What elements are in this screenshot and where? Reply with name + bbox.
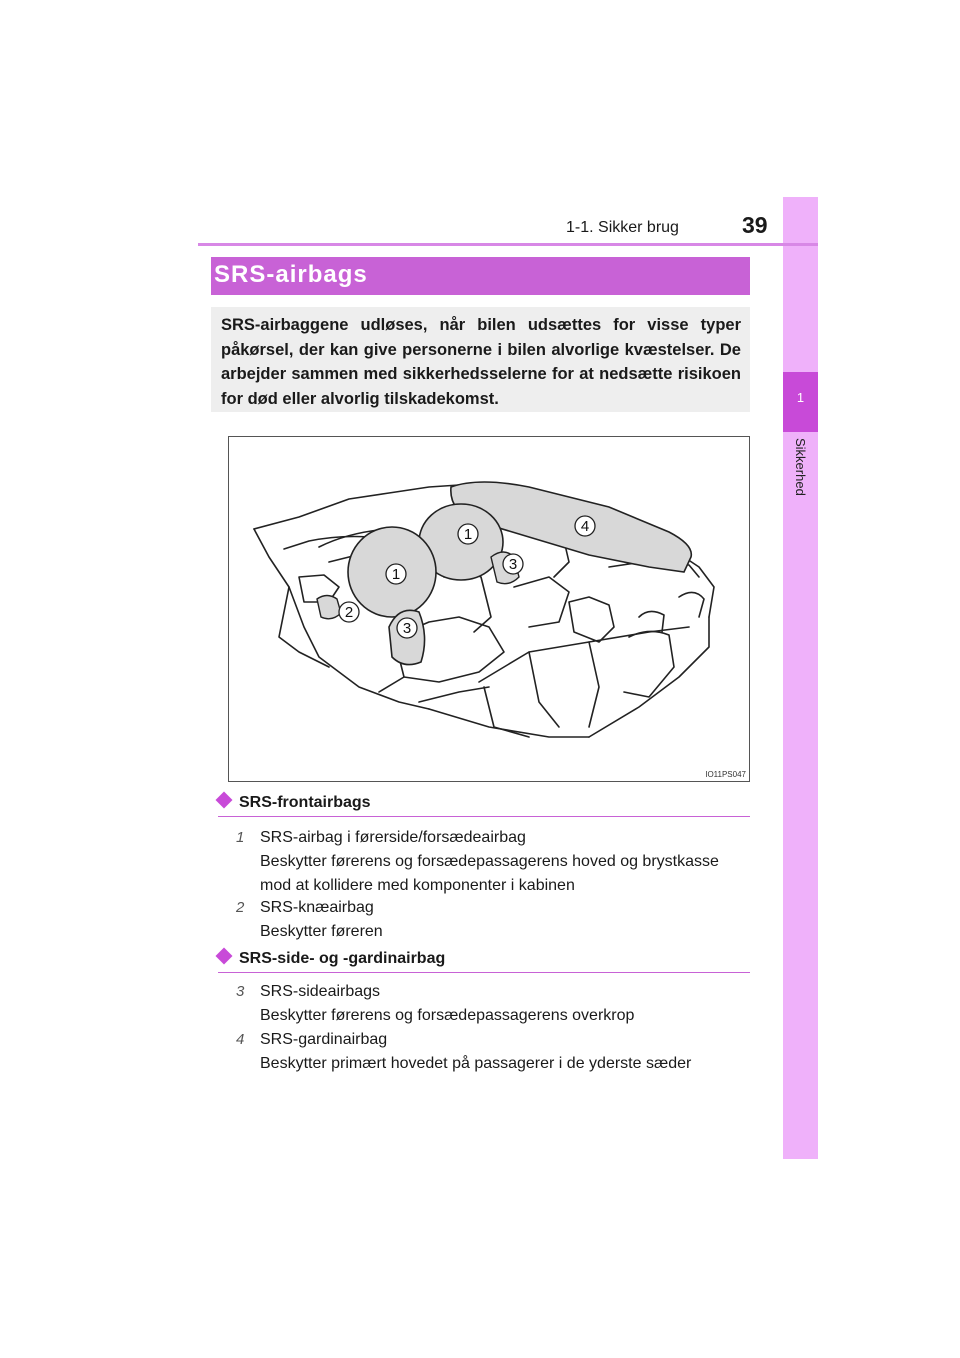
callout-4-curtain xyxy=(575,516,595,536)
header-rule xyxy=(198,243,818,246)
item-title: SRS-airbag i førerside/forsædeairbag xyxy=(260,829,526,846)
diamond-bullet-icon xyxy=(216,948,233,965)
chapter-label: Sikkerhed xyxy=(793,438,808,496)
section-heading-side-curtain: SRS-side- og -gardinairbag xyxy=(218,950,445,968)
svg-text:4: 4 xyxy=(580,518,590,535)
item-title: SRS-gardinairbag xyxy=(260,1031,388,1048)
illustration-code: IO11PS047 xyxy=(705,770,746,779)
item-number: 3 xyxy=(236,983,245,1000)
section-heading-frontairbags: SRS-frontairbags xyxy=(218,794,371,812)
callout-2-knee xyxy=(339,602,359,622)
section-reference: 1-1. Sikker brug xyxy=(566,219,679,236)
item-number: 2 xyxy=(236,899,245,916)
item-description: mod at kollidere med komponenter i kabinen xyxy=(260,877,575,894)
item-title: SRS-sideairbags xyxy=(260,983,381,1000)
item-description: Beskytter førerens og forsædepassagerens hoved og brystkasse xyxy=(260,853,719,870)
callout-1-passenger xyxy=(458,524,478,544)
section-rule xyxy=(218,972,750,973)
item-number: 1 xyxy=(236,829,245,846)
chapter-number: 1 xyxy=(796,390,805,405)
item-description: Beskytter føreren xyxy=(260,923,383,940)
callout-3-driver-side xyxy=(397,618,417,638)
svg-text:1: 1 xyxy=(463,526,473,543)
diamond-bullet-icon xyxy=(216,792,233,809)
callout-3-passenger-side xyxy=(503,554,523,574)
item-title: SRS-knæairbag xyxy=(260,899,374,916)
item-number: 4 xyxy=(236,1031,245,1048)
page-title: SRS-airbags xyxy=(214,261,368,288)
svg-text:1: 1 xyxy=(391,566,401,583)
item-description: Beskytter førerens og forsædepassagerens overkrop xyxy=(260,1007,635,1024)
callout-1-driver xyxy=(386,564,406,584)
svg-text:2: 2 xyxy=(344,604,354,621)
knee-airbag-shape xyxy=(317,596,341,619)
car-interior-drawing xyxy=(229,437,749,781)
svg-text:3: 3 xyxy=(402,620,412,637)
item-description: Beskytter primært hovedet på passagerer i de yderste sæder xyxy=(260,1055,692,1072)
page-number: 39 xyxy=(742,212,768,238)
airbag-illustration xyxy=(228,436,750,782)
svg-text:3: 3 xyxy=(508,556,518,573)
section-rule xyxy=(218,816,750,817)
intro-text: SRS-airbaggene udløses, når bilen udsættes for visse typer påkørsel, der kan give personerne i bilen alvorlige kvæstelser. De arbejder sammen med sikkerhedsselerne for at nedsætte risikoen for død eller alvorlig tilskadekomst. xyxy=(221,316,741,408)
side-tab xyxy=(783,197,818,1159)
